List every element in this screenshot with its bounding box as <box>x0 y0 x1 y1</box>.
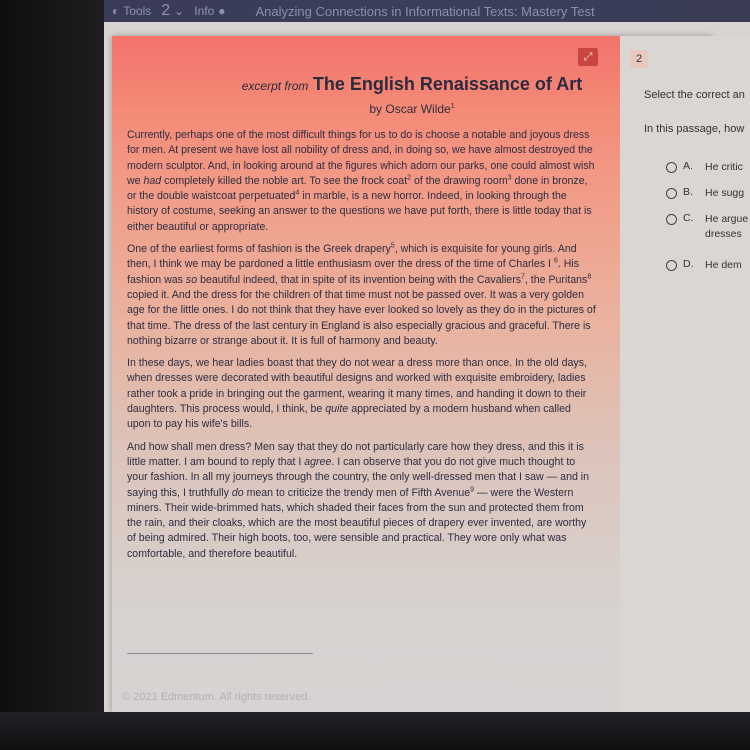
question-number-badge: 2 <box>630 50 648 68</box>
question-pane <box>620 36 750 712</box>
choice-b[interactable]: B. He sugg <box>666 186 744 201</box>
info-icon: ● <box>218 4 226 18</box>
choice-d[interactable]: D. He dem <box>666 258 742 273</box>
question-stem: In this passage, how <box>644 123 745 135</box>
paragraph-1: Currently, perhaps one of the most difficult things for us to do is choose a notable and joyous dress for men. At present we have lost all nobility of dress and, in doing so, we have almost destroyed the modern sculptor. And, in looking around at the figures which adorn our parks, one could almost wish we had completely killed the noble art. To see the frock coat$^2$ of the drawing room$^3$ done in bronze, or the double waistcoat perpetuated$^4$ in marble, is a new horror. Indeed, in looking through the history of costume, seeking an answer to the questions we have put forth, there is little today that is either beautiful or appropriate. <box>127 129 595 233</box>
paragraph-2: One of the earliest forms of fashion is the Greek drapery$^5$, which is exquisite for young girls. And then, I think we may be pardoned a little enthusiasm over the dress of the time of Charles I $^6$. His fashion was so beautiful indeed, that in spite of its invention being with the Cavaliers$^7$, the Puritans$^8$ copied it. And the dress for the children of that time must not be passed over. It was a very golden age for the little ones. I do not think that they have ever looked so lovely as they do in the pictures of that time. The dress of the last century in England is also especially gracious and graceful. There is nothing bizarre or strange about it. It is full of harmony and beauty. <box>127 242 596 347</box>
circle-icon: ◐ <box>112 4 120 18</box>
book-title: The English Renaissance of Art <box>312 74 583 94</box>
top-toolbar <box>104 0 750 22</box>
info-button[interactable]: Info ● <box>194 4 226 18</box>
paragraph-4: And how shall men dress? Men say that they do not particularly care how they dress, and this it is little matter. I am bound to reply that I agree. I can observe that you do not give much thought to your fashion. In all my journeys through the country, the only well-dressed men that I saw — and in saying this, I truthfully do mean to criticize the trendy men of Fifth Avenue$^9$ — were the Western miners. Their wide-brimmed hats, which shaded their faces from the sun and protected them from the rain, and their cloaks, which are the most beautiful pieces of drapery ever invented, are worthy of being admired. Their high boots, too, were sensible and practical. They wore only what was comfortable, and therefore beautiful. <box>127 440 590 560</box>
choice-c[interactable]: C. He argue dresses <box>666 212 748 242</box>
expand-button[interactable] <box>578 48 598 66</box>
monitor-bezel-bottom <box>0 712 750 750</box>
monitor-bezel-left <box>0 0 104 750</box>
footnote-divider <box>127 653 313 654</box>
copyright-text: © 2021 Edmentum. All rights reserved. <box>122 691 311 703</box>
author-line: by Oscar Wilde$^1$ <box>369 102 455 116</box>
radio-button[interactable] <box>666 260 677 271</box>
paragraph-3: In these days, we hear ladies boast that they do not wear a dress more than once. In the old days, when dresses were decorated with beautiful designs and worked with exquisite embroidery, ladies rather took a pride in bringing out the garment, wearing it many times, and handing it down to their daughters. This process would, I think, be quite appreciated by a modern husband when called upon to pay his wife's bills. <box>127 357 587 431</box>
passage-body <box>127 128 597 569</box>
browser-screen <box>104 0 750 712</box>
choice-a[interactable]: A. He critic <box>666 160 743 175</box>
question-instruction: Select the correct an <box>644 89 745 101</box>
expand-arrows-icon: ⤢ <box>583 50 593 63</box>
radio-button[interactable] <box>666 162 677 173</box>
question-dropdown[interactable]: 2 ⌄ <box>161 2 185 19</box>
chevron-down-icon: ⌄ <box>174 4 185 18</box>
lesson-title: Analyzing Connections in Informational Texts: Mastery Test <box>255 3 595 19</box>
radio-button[interactable] <box>666 214 677 225</box>
tools-button[interactable]: ◐ Tools <box>112 4 152 18</box>
radio-button[interactable] <box>666 188 677 199</box>
excerpt-label: excerpt from <box>241 79 309 93</box>
